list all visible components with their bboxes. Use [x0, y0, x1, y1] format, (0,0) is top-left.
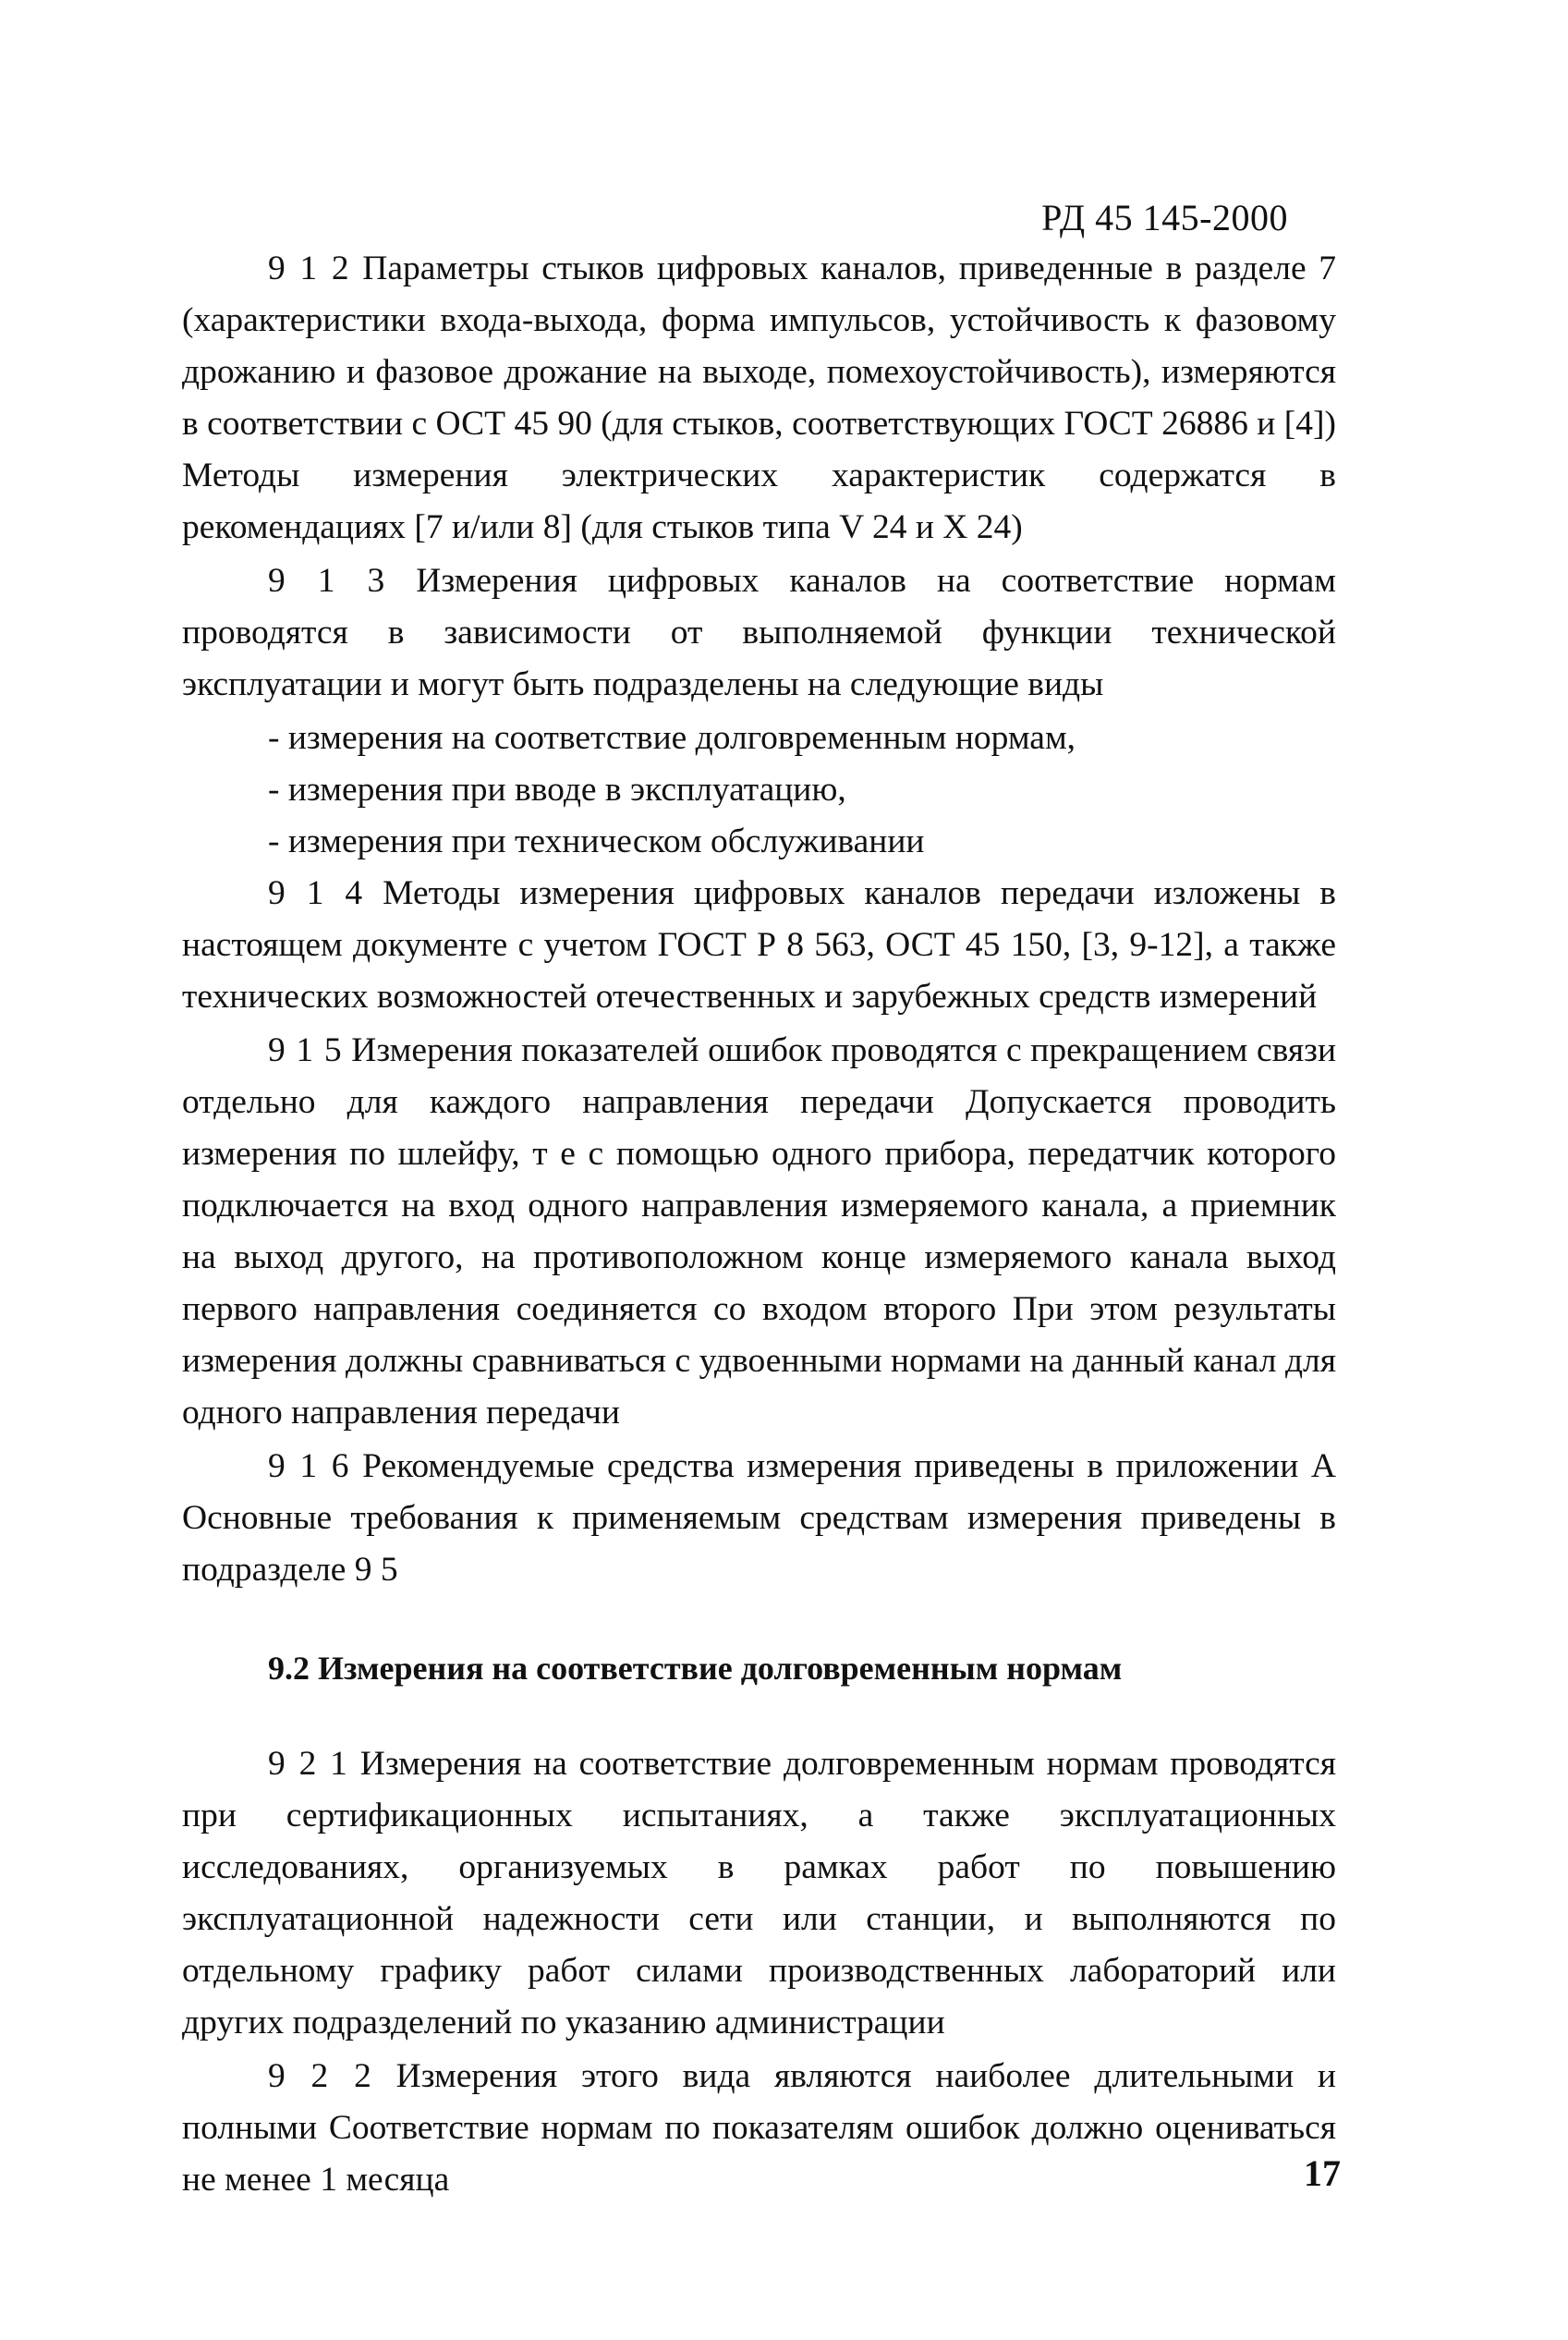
clause-number: 9 2 2 — [268, 2057, 372, 2095]
paragraph-9-1-5 — [182, 1025, 1336, 1441]
document-code: РД 45 145-2000 — [1041, 197, 1288, 238]
clause-number: 9 1 4 — [268, 874, 364, 912]
list-item: - измерения при техническом обслуживании — [268, 823, 925, 860]
paragraph-text: Методы измерения цифровых каналов передачи изложены в настоящем документе с учетом ГОСТ Р 8 563, ОСТ 45 150, [3, 9-12], а также технических возможностей отечественных и зарубежных средств измерений — [182, 874, 1337, 1016]
paragraph-text: Измерения цифровых каналов на соответствие нормам проводятся в зависимости от выполняемой функции технической эксплуатации и могут быть подразделены на следующие виды — [182, 562, 1337, 703]
clause-number: 9 1 5 — [268, 1031, 343, 1069]
paragraph-text: Измерения показателей ошибок проводятся с прекращением связи отдельно для каждого направления передачи Допускается проводить измерения по шлейфу, т е с помощью одного прибора, передатчик которого подключается на вход одного направления измеряемого канала, а приемник на выход другого, на противоположном конце измеряемого канала выход первого направления соединяется со входом второго При этом результаты измерения должны сравниваться с удвоенными нормами на данный канал для одного направления передачи — [182, 1031, 1337, 1432]
clause-number: 9 2 1 — [268, 1745, 348, 1783]
list-item: - измерения на соответствие долговременным нормам, — [268, 719, 1076, 757]
list-item: - измерения при вводе в эксплуатацию, — [268, 771, 846, 809]
clause-number: 9 1 2 — [268, 250, 350, 287]
paragraph-9-1-6 — [182, 1441, 1336, 1598]
paragraph-text: Параметры стыков цифровых каналов, приведенные в разделе 7 (характеристики входа-выхода, форма импульсов, устойчивость к фазовому дрожанию и фазовое дрожание на выходе, помехоустойчивость), измеряются в соответствии с ОСТ 45 90 (для стыков, соответствующих ГОСТ 26886 и [4]) Методы измерения электрических характеристик содержатся в рекомендациях [7 и/или 8] (для стыков типа V 24 и X 24) — [182, 250, 1337, 546]
paragraph-9-1-4 — [182, 868, 1336, 1025]
paragraph-9-1-3 — [182, 555, 1336, 713]
paragraph-9-1-2 — [182, 243, 1336, 555]
paragraph-text: Измерения этого вида являются наиболее длительными и полными Соответствие нормам по показателям ошибок должно оцениваться не менее 1 месяца — [182, 2057, 1337, 2199]
paragraph-text: Измерения на соответствие долговременным нормам проводятся при сертификационных испытаниях, а также эксплуатационных исследованиях, организуемых в рамках работ по повышению эксплуатационной надежности сети или станции, и выполняются по отдельному графику работ силами производственных лабораторий или других подразделений по указанию администрации — [182, 1745, 1337, 2041]
clause-number: 9 1 3 — [268, 562, 386, 600]
page-number: 17 — [1304, 2152, 1341, 2194]
section-heading: 9.2 Измерения на соответствие долговременным нормам — [268, 1650, 1123, 1687]
paragraph-text: Рекомендуемые средства измерения приведены в приложении А Основные требования к применяемым средствам измерения приведены в подразделе 9 5 — [182, 1447, 1337, 1589]
document-body — [182, 243, 1336, 2208]
clause-number: 9 1 6 — [268, 1447, 350, 1485]
paragraph-9-2-1 — [182, 1738, 1336, 2051]
paragraph-9-2-2 — [182, 2051, 1336, 2208]
